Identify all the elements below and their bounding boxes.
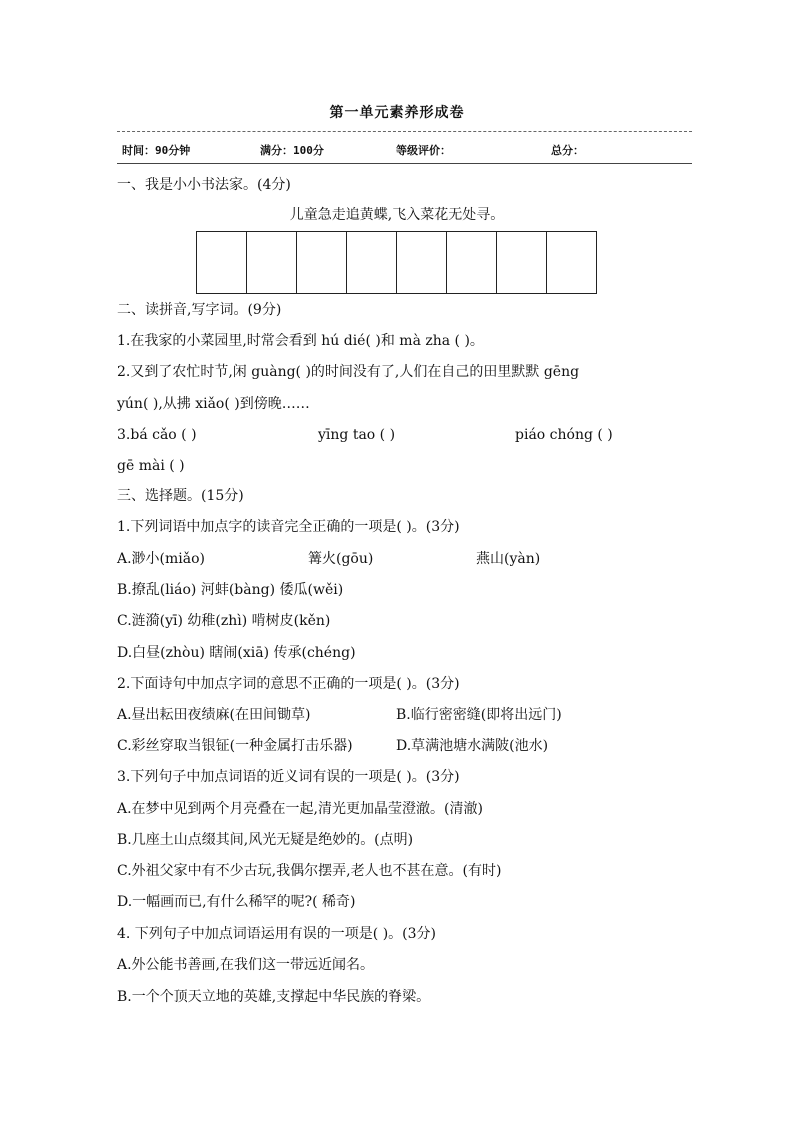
section-3-heading: 三、选择题。(15分) (117, 488, 244, 504)
poem-line: 儿童急走追黄蝶,飞入菜花无处寻。 (289, 207, 505, 223)
grid-cell[interactable] (547, 232, 596, 293)
header-top-divider (117, 131, 692, 132)
s3-question-2: 2.下面诗句中加点字词的意思不正确的一项是( )。(3分) (117, 676, 460, 692)
s3-q3-option-a: A.在梦中见到两个月亮叠在一起,清光更加晶莹澄澈。(清澈) (117, 801, 483, 817)
total-score-label: 总分： (551, 144, 584, 157)
s3-q1-option-c: C.涟漪(yī) 幼稚(zhì) 啃树皮(kěn) (117, 613, 331, 629)
s3-q2-option-b: B.临行密密缝(即将出远门) (396, 707, 562, 723)
s3-q3-option-d: D.一幅画而已,有什么稀罕的呢?( 稀奇) (117, 894, 356, 910)
s3-q2-option-c: C.彩丝穿取当银钲(一种金属打击乐器) (117, 738, 353, 754)
grid-cell[interactable] (397, 232, 447, 293)
s3-q1-option-a-3: 燕山(yàn) (476, 551, 541, 567)
s2-question-1: 1.在我家的小菜园里,时常会看到 hú dié( )和 mà zha ( )。 (117, 333, 484, 349)
s3-q2-option-a: A.昼出耘田夜绩麻(在田间锄草) (117, 707, 311, 723)
grid-cell[interactable] (197, 232, 247, 293)
s3-question-4: 4. 下列句子中加点词语运用有误的一项是( )。(3分) (117, 926, 437, 942)
s2-question-2-line-1: 2.又到了农忙时节,闲 guàng( )的时间没有了,人们在自己的田里默默 gēng (117, 364, 580, 380)
grid-cell[interactable] (297, 232, 347, 293)
s3-q3-option-b: B.几座土山点缀其间,风光无疑是绝妙的。(点明) (117, 832, 414, 848)
s3-q1-option-a-1: A.渺小(miǎo) (117, 551, 206, 567)
s2-q3-item-4: gē mài ( ) (117, 458, 185, 474)
s3-q2-option-d: D.草满池塘水满陂(池水) (396, 738, 549, 754)
s3-q4-option-a: A.外公能书善画,在我们这一带远近闻名。 (117, 957, 375, 973)
s3-q4-option-b: B.一个个顶天立地的英雄,支撑起中华民族的脊梁。 (117, 989, 431, 1005)
section-2-heading: 二、读拼音,写字词。(9分) (117, 302, 282, 318)
s3-question-1: 1.下列词语中加点字的读音完全正确的一项是( )。(3分) (117, 519, 460, 535)
section-1-heading: 一、我是小小书法家。(4分) (117, 177, 291, 193)
grade-label: 等级评价： (396, 144, 451, 157)
full-score-label: 满分：100分 (260, 144, 324, 157)
header-bottom-divider (117, 163, 692, 164)
s3-q3-option-c: C.外祖父家中有不少古玩,我偶尔摆弄,老人也不甚在意。(有时) (117, 863, 502, 879)
grid-cell[interactable] (247, 232, 297, 293)
s3-question-3: 3.下列句子中加点词语的近义词有误的一项是( )。(3分) (117, 769, 460, 785)
s2-q3-item-3: piáo chóng ( ) (515, 427, 613, 443)
grid-cell[interactable] (347, 232, 397, 293)
grid-cell[interactable] (497, 232, 547, 293)
time-label: 时间：90分钟 (122, 144, 191, 157)
s2-q3-item-2: yīng tao ( ) (318, 427, 396, 443)
page-title: 第一单元素养形成卷 (329, 105, 465, 121)
s2-question-2-line-2: yún( ),从拂 xiǎo( )到傍晚…… (117, 396, 310, 412)
s3-q1-option-d: D.白昼(zhòu) 瞎闹(xiā) 传承(chéng) (117, 645, 356, 661)
grid-cell[interactable] (447, 232, 497, 293)
calligraphy-grid (196, 231, 597, 294)
s3-q1-option-b: B.撩乱(liáo) 河蚌(bàng) 倭瓜(wěi) (117, 582, 344, 598)
s2-q3-item-1: 3.bá cǎo ( ) (117, 427, 197, 443)
s3-q1-option-a-2: 篝火(gōu) (308, 551, 374, 567)
